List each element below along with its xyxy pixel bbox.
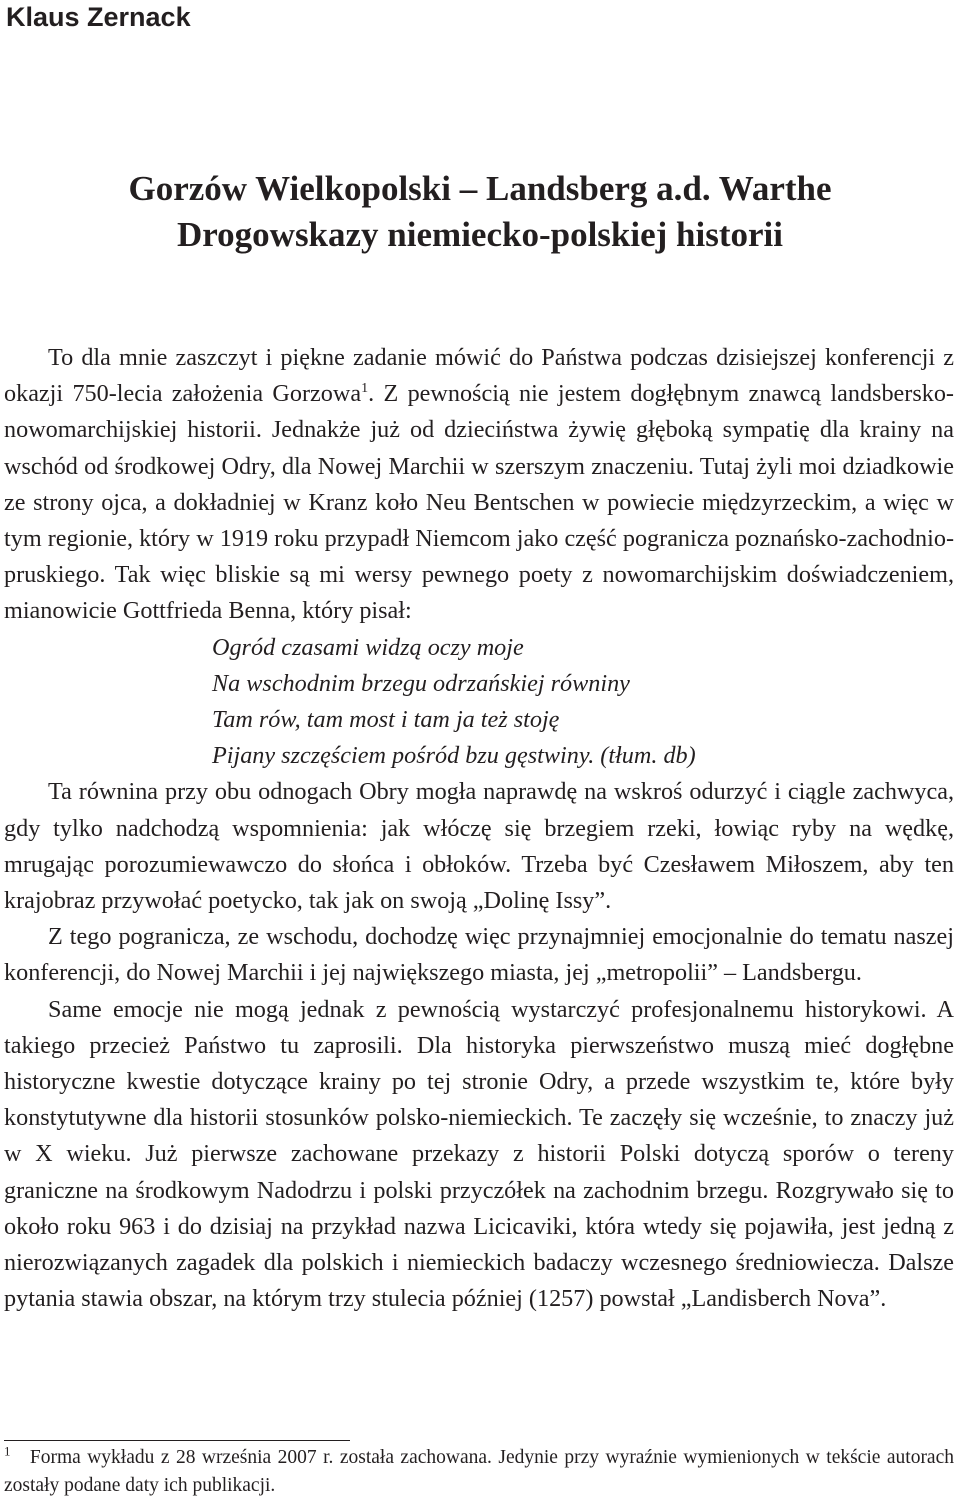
article-body: [4, 340, 954, 1317]
paragraph-1-text-a: To dla mnie zaszczyt i piękne zadanie mówić do Państwa podczas dzisiejszej konferencji z okazji 750-lecia założenia Gorzowa: [4, 344, 954, 408]
poem-line: Pijany szczęściem pośród bzu gęstwiny. (tłum. db): [212, 742, 696, 770]
paragraph-1: [4, 340, 954, 630]
paragraph-3: Z tego pogranicza, ze wschodu, dochodzę więc przynajmniej emocjonalnie do tematu naszej konferencji, do Nowej Marchii i jej największego miasta, jej „metropolii” – Landsbergu.: [4, 923, 954, 987]
footnote-text: Forma wykładu z 28 września 2007 r. została zachowana. Jedynie przy wyraźnie wymienionych w tekście autorach zostały podane daty ich publikacji.: [4, 1447, 954, 1496]
article-title: [0, 166, 960, 258]
paragraph-1-text-b: . Z pewnością nie jestem dogłębnym znawcą landsbersko-nowomarchijskiej historii. Jednakże już od dzieciństwa żywię głęboką sympatię dla krainy na wschód od środkowej Odry, dla Nowej Marchii w szerszym znaczeniu. Tutaj żyli moi dziadkowie ze strony ojca, a dokładniej w Kranz koło Neu Bentschen w powiecie międzyrzeckim, a więc w tym regionie, który w 1919 roku przypadł Niemcom jako część pogranicza poznańsko-zachodniopruskiego. Tak więc bliskie są mi wersy pewnego poety z nowomarchijskim doświadczeniem, mianowicie Gottfrieda Benna, który pisał:: [4, 380, 954, 625]
author-name: Klaus Zernack: [6, 2, 191, 32]
footnote-reference: 1: [361, 381, 369, 397]
title-line-2: Drogowskazy niemiecko-polskiej historii: [176, 215, 783, 254]
poem-quote: [212, 630, 954, 775]
footnote-separator: [4, 1440, 350, 1441]
poem-line: Ogród czasami widzą oczy moje: [212, 633, 524, 661]
title-line-1: Gorzów Wielkopolski – Landsberg a.d. Warthe: [128, 169, 832, 208]
paragraph-2: Ta równina przy obu odnogach Obry mogła naprawdę na wskroś odurzyć i ciągle zachwyca, gdy tylko nadchodzą wspomnienia: jak włóczę się brzegiem rzeki, łowiąc ryby na wędkę, mrugając porozumiewawczo do słońca i obłoków. Trzeba być Czesławem Miłoszem, aby ten krajobraz przywołać poetycko, tak jak on swoją „Dolinę Issy”.: [4, 778, 954, 915]
poem-line: Tam rów, tam most i tam ja też stoję: [212, 706, 560, 734]
poem-line: Na wschodnim brzegu odrzańskiej równiny: [212, 669, 630, 697]
footnote: [4, 1444, 954, 1500]
paragraph-4: Same emocje nie mogą jednak z pewnością wystarczyć profesjonalnemu historykowi. A takiego przecież Państwo tu zaprosili. Dla historyka pierwszeństwo muszą mieć dogłębne historyczne kwestie dotyczące krainy po tej stronie Odry, a przede wszystkim te, które były konstytutywne dla historii stosunków polsko-niemieckich. Te zaczęły się wcześnie, to znaczy już w X wieku. Już pierwsze zachowane przekazy z historii Polski dotyczą sporów o tereny graniczne na środkowym Nadodrzu i polski przyczółek na zachodnim brzegu. Rozgrywało się to około roku 963 i do dzisiaj na przykład nazwa Licicaviki, która wtedy się pojawiła, jest jedną z nierozwiązanych zagadek dla polskich i niemieckich badaczy wczesnego średniowiecza. Dalsze pytania stawia obszar, na którym trzy stulecia później (1257) powstał „Landisberch Nova”.: [4, 995, 954, 1313]
footnote-number: 1: [4, 1443, 11, 1459]
